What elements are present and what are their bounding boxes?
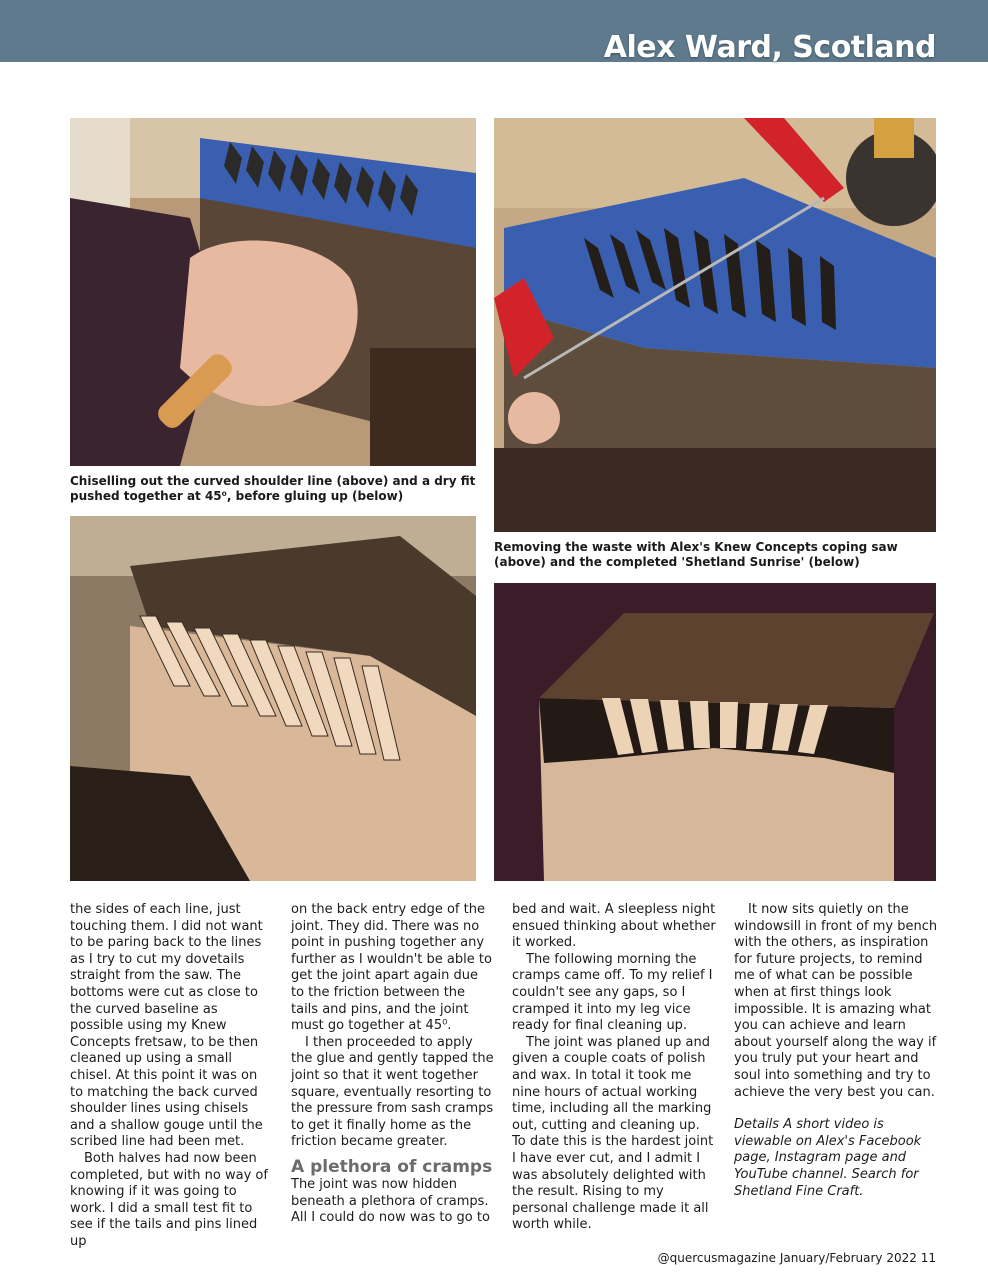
header-title: Alex Ward, Scotland	[603, 30, 936, 65]
page-footer	[658, 1251, 936, 1265]
body-column-2	[291, 902, 495, 1227]
caption-left: Chiselling out the curved shoulder line (above) and a dry fit pushed together at 45⁰, before gluing up (below)	[70, 474, 476, 503]
paragraph: I then proceeded to apply the glue and gently tapped the joint so that it went together square, eventually resorting to the pressure from sash cramps to get it finally home as the friction became greater.	[291, 1034, 494, 1150]
details-note: Details A short video is viewable on Alex's Facebook page, Instagram page and YouTube channel. Search for Shetland Fine Craft.	[734, 1117, 922, 1199]
paragraph: The following morning the cramps came off. To my relief I couldn't see any gaps, so I cramped it into my leg vice ready for final cleaning up.	[512, 951, 713, 1034]
body-column-1	[70, 902, 274, 1250]
paragraph: The joint was planed up and given a couple coats of polish and wax. In total it took me nine hours of actual working time, including all the marking out, cutting and cleaning up. To date this is the hardest joint I have ever cut, and I admit I was absolutely delighted with the result. Rising to my personal challenge made it all worth while.	[512, 1034, 714, 1233]
photo-dry-fit	[70, 516, 476, 881]
paragraph: It now sits quietly on the windowsill in front of my bench with the others, as inspiration for future projects, to remind me of what can be possible when at first things look impossible. It is amazing what you can achieve and learn about yourself along the way if you truly put your heart and soul into something and try to achieve the very best you can.	[734, 902, 938, 1100]
footer-handle: @quercusmagazine	[657, 1251, 776, 1265]
photo-completed	[494, 583, 936, 881]
paragraph: bed and wait. A sleepless night ensued thinking about whether it worked.	[512, 902, 716, 951]
body-column-3	[512, 902, 716, 1234]
caption-right: Removing the waste with Alex's Knew Concepts coping saw (above) and the completed 'Shetland Sunrise' (below)	[494, 540, 898, 569]
paragraph: The joint was now hidden beneath a plethora of cramps. All I could do now was to go to	[291, 1176, 490, 1226]
paragraph: the sides of each line, just touching them. I did not want to be paring back to the lines as I try to cut my dovetails straight from the saw. The bottoms were cut as close to the curved baseline as possible using my Knew Concepts fretsaw, to be then cleaned up using a small chisel. At this point it was on to matching the back curved shoulder lines using chisels and a shallow gouge until the scribed line had been met.	[70, 902, 263, 1150]
photo-coping-saw	[494, 118, 936, 532]
section-heading: A plethora of cramps	[291, 1156, 493, 1177]
body-column-4	[734, 902, 938, 1200]
footer-issue: January/February 2022	[779, 1251, 917, 1265]
footer-page-number: 11	[920, 1251, 936, 1265]
paragraph: on the back entry edge of the joint. They did. There was no point in pushing together any further as I wouldn't be able to get the joint apart again due to the friction between the tails and pins, and the joint must go together at 45⁰.	[291, 902, 492, 1034]
photo-chiselling	[70, 118, 476, 466]
paragraph: Both halves had now been completed, but with no way of knowing if it was going to work. I did a small test fit to see if the tails and pins lined up	[70, 1150, 268, 1249]
